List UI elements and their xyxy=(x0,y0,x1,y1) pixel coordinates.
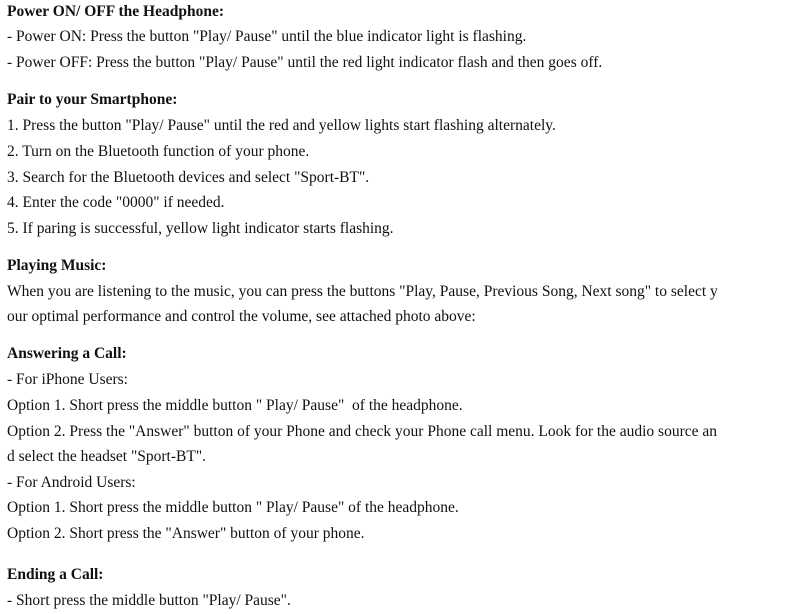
answer-iphone-option-2-cont: d select the headset "Sport-BT". xyxy=(7,448,207,465)
music-line-1: When you are listening to the music, you can press the buttons "Play, Pause, Previous Song, Next song" to select y xyxy=(7,283,718,300)
pair-step-3: 3. Search for the Bluetooth devices and select "Sport-BT". xyxy=(7,169,370,186)
end-line: - Short press the middle button "Play/ Pause". xyxy=(7,592,291,609)
pair-step-4: 4. Enter the code "0000" if needed. xyxy=(7,194,225,211)
answer-iphone-option-1: Option 1. Short press the middle button " Play/ Pause" of the headphone. xyxy=(7,397,463,414)
answer-iphone-option-2: Option 2. Press the "Answer" button of your Phone and check your Phone call menu. Look for the audio source an xyxy=(7,423,718,440)
music-heading: Playing Music: xyxy=(7,257,107,274)
music-line-2: our optimal performance and control the volume, see attached photo above: xyxy=(7,308,476,325)
pair-step-5: 5. If paring is successful, yellow light indicator starts flashing. xyxy=(7,220,394,237)
power-off-line: - Power OFF: Press the button "Play/ Pause" until the red light indicator flash and then goes off. xyxy=(7,54,603,71)
pair-heading: Pair to your Smartphone: xyxy=(7,91,178,108)
power-heading: Power ON/ OFF the Headphone: xyxy=(7,3,224,20)
answer-android-option-1: Option 1. Short press the middle button " Play/ Pause" of the headphone. xyxy=(7,499,459,516)
end-heading: Ending a Call: xyxy=(7,566,104,583)
answer-android-option-2: Option 2. Short press the "Answer" button of your phone. xyxy=(7,525,365,542)
answer-android-label: - For Android Users: xyxy=(7,474,136,491)
power-on-line: - Power ON: Press the button "Play/ Pause" until the blue indicator light is flashing. xyxy=(7,28,527,45)
answer-iphone-label: - For iPhone Users: xyxy=(7,371,128,388)
answer-heading: Answering a Call: xyxy=(7,345,127,362)
pair-step-2: 2. Turn on the Bluetooth function of your phone. xyxy=(7,143,310,160)
pair-step-1: 1. Press the button "Play/ Pause" until the red and yellow lights start flashing alternately. xyxy=(7,117,556,134)
